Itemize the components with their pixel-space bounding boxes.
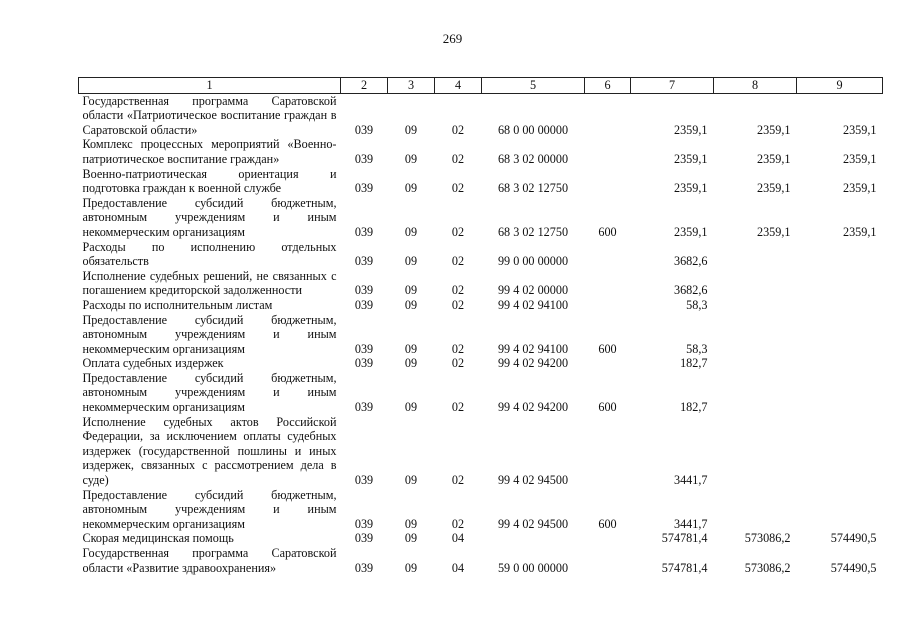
cell-expense-type xyxy=(585,415,631,488)
cell-amount-3 xyxy=(797,356,883,371)
cell-amount-2 xyxy=(714,356,797,371)
cell-section: 09 xyxy=(404,283,418,298)
table-row xyxy=(79,488,883,532)
cell-section: 09 xyxy=(404,224,418,239)
cell-amount-1: 2359,1 xyxy=(673,181,708,196)
cell-subsection: 02 xyxy=(451,297,465,312)
cell-expense-type xyxy=(585,167,631,196)
row-name: Скорая медицинская помощь xyxy=(82,531,234,546)
cell-amount-1: 2359,1 xyxy=(673,122,708,137)
cell-amount-1: 574781,4 xyxy=(661,531,708,546)
cell-ministry-code: 039 xyxy=(354,181,374,196)
header-cell: 8 xyxy=(714,78,797,94)
table-row xyxy=(79,93,883,137)
cell-subsection: 04 xyxy=(451,531,465,546)
cell-section: 09 xyxy=(404,181,418,196)
cell-section: 09 xyxy=(404,473,418,488)
cell-section: 09 xyxy=(404,151,418,166)
cell-expense-type: 600 xyxy=(598,224,617,239)
cell-target-article: 99 4 02 94200 xyxy=(497,356,569,371)
table-row xyxy=(79,240,883,269)
cell-ministry-code: 039 xyxy=(354,473,374,488)
cell-amount-3: 574490,5 xyxy=(830,560,877,575)
cell-ministry-code: 039 xyxy=(354,122,374,137)
table-row xyxy=(79,313,883,357)
cell-expense-type xyxy=(585,269,631,298)
header-row xyxy=(79,78,883,94)
cell-subsection: 02 xyxy=(451,516,465,531)
cell-target-article: 99 0 00 00000 xyxy=(497,254,569,269)
table-row xyxy=(79,415,883,488)
cell-subsection: 02 xyxy=(451,181,465,196)
cell-subsection: 04 xyxy=(451,560,465,575)
cell-amount-2: 573086,2 xyxy=(744,531,791,546)
cell-subsection: 02 xyxy=(451,224,465,239)
cell-target-article: 99 4 02 94200 xyxy=(497,400,569,415)
row-name: Военно-патриотическая ориентация и подготовка граждан к военной службе xyxy=(82,166,337,196)
row-name: Предоставление субсидий бюджетным, автономным учреждениям и иным некоммерческим организациям xyxy=(82,370,337,415)
cell-amount-2: 2359,1 xyxy=(756,181,791,196)
table-row xyxy=(79,546,883,575)
table-row xyxy=(79,196,883,240)
table-row xyxy=(79,531,883,546)
row-name: Расходы по исполнительным листам xyxy=(82,297,273,312)
row-name: Предоставление субсидий бюджетным, автономным учреждениям и иным некоммерческим организациям xyxy=(82,195,337,239)
cell-amount-2 xyxy=(714,269,797,298)
cell-amount-1: 58,3 xyxy=(686,341,708,356)
cell-expense-type xyxy=(585,531,631,546)
table-row xyxy=(79,298,883,313)
cell-amount-2 xyxy=(714,298,797,313)
cell-section: 09 xyxy=(404,516,418,531)
row-name: Государственная программа Саратовской области «Патриотическое воспитание граждан в Саратовской области» xyxy=(82,93,337,137)
cell-amount-1: 2359,1 xyxy=(673,151,708,166)
cell-expense-type xyxy=(585,356,631,371)
cell-ministry-code: 039 xyxy=(354,224,374,239)
cell-amount-2: 573086,2 xyxy=(744,560,791,575)
cell-amount-1: 58,3 xyxy=(686,297,708,312)
cell-amount-1: 2359,1 xyxy=(673,224,708,239)
cell-section: 09 xyxy=(404,254,418,269)
cell-target-article: 68 3 02 00000 xyxy=(497,151,569,166)
cell-amount-3: 2359,1 xyxy=(842,181,877,196)
header-cell: 3 xyxy=(388,78,435,94)
cell-section: 09 xyxy=(404,560,418,575)
cell-ministry-code: 039 xyxy=(354,341,374,356)
cell-expense-type xyxy=(585,137,631,166)
cell-amount-1: 3441,7 xyxy=(673,473,708,488)
cell-expense-type xyxy=(585,240,631,269)
header-cell: 4 xyxy=(435,78,482,94)
row-name: Предоставление субсидий бюджетным, автономным учреждениям и иным некоммерческим организациям xyxy=(82,312,337,356)
header-cell: 9 xyxy=(797,78,883,94)
cell-section: 09 xyxy=(404,531,418,546)
page-number: 269 xyxy=(442,31,463,46)
cell-ministry-code: 039 xyxy=(354,254,374,269)
cell-expense-type: 600 xyxy=(598,341,617,356)
row-name: Исполнение судебных решений, не связанных с погашением кредиторской задолженности xyxy=(82,268,337,298)
cell-target-article: 68 0 00 00000 xyxy=(497,122,569,137)
cell-expense-type: 600 xyxy=(598,400,617,415)
cell-ministry-code: 039 xyxy=(354,151,374,166)
row-name: Комплекс процессных мероприятий «Военно-патриотическое воспитание граждан» xyxy=(82,137,337,166)
cell-expense-type xyxy=(585,298,631,313)
row-name: Исполнение судебных актов Российской Федерации, за исключением оплаты судебных издержек (государственной пошлины и иных издержек, связанных с рассмотрением дела в суде) xyxy=(82,414,337,488)
cell-target-article: 99 4 02 94100 xyxy=(497,297,569,312)
cell-expense-type xyxy=(585,93,631,137)
cell-amount-3 xyxy=(797,371,883,415)
cell-amount-3 xyxy=(797,298,883,313)
cell-amount-1: 182,7 xyxy=(680,356,708,371)
cell-amount-2: 2359,1 xyxy=(756,224,791,239)
cell-amount-3 xyxy=(797,313,883,357)
cell-ministry-code: 039 xyxy=(354,531,374,546)
cell-amount-3: 2359,1 xyxy=(842,224,877,239)
row-name: Расходы по исполнению отдельных обязательств xyxy=(82,239,337,269)
cell-target-article: 99 4 02 00000 xyxy=(497,283,569,298)
cell-target-article: 99 4 02 94100 xyxy=(497,341,569,356)
cell-amount-3: 2359,1 xyxy=(842,122,877,137)
table-row xyxy=(79,167,883,196)
cell-amount-2: 2359,1 xyxy=(756,151,791,166)
cell-expense-type: 600 xyxy=(598,516,617,531)
cell-subsection: 02 xyxy=(451,400,465,415)
cell-amount-2 xyxy=(714,488,797,532)
cell-expense-type xyxy=(585,546,631,575)
table-row xyxy=(79,269,883,298)
cell-target-article: 59 0 00 00000 xyxy=(497,560,569,575)
cell-section: 09 xyxy=(404,400,418,415)
cell-amount-1: 574781,4 xyxy=(661,560,708,575)
row-name: Оплата судебных издержек xyxy=(82,356,224,371)
header-cell: 6 xyxy=(585,78,631,94)
cell-subsection: 02 xyxy=(451,122,465,137)
cell-ministry-code: 039 xyxy=(354,400,374,415)
header-cell: 1 xyxy=(79,78,341,94)
cell-subsection: 02 xyxy=(451,254,465,269)
table-row xyxy=(79,356,883,371)
cell-amount-2 xyxy=(714,313,797,357)
cell-amount-1: 3441,7 xyxy=(673,516,708,531)
budget-table xyxy=(78,77,883,575)
cell-target-article: 68 3 02 12750 xyxy=(497,181,569,196)
cell-section: 09 xyxy=(404,122,418,137)
cell-amount-3: 2359,1 xyxy=(842,151,877,166)
cell-amount-3 xyxy=(797,415,883,488)
cell-subsection: 02 xyxy=(451,151,465,166)
table-row xyxy=(79,371,883,415)
cell-target-article: 99 4 02 94500 xyxy=(497,473,569,488)
cell-subsection: 02 xyxy=(451,356,465,371)
cell-amount-2 xyxy=(714,371,797,415)
header-cell: 2 xyxy=(341,78,388,94)
cell-ministry-code: 039 xyxy=(354,356,374,371)
header-cell: 5 xyxy=(482,78,585,94)
cell-target-article: 68 3 02 12750 xyxy=(497,224,569,239)
cell-target-article: 99 4 02 94500 xyxy=(497,516,569,531)
cell-amount-2 xyxy=(714,415,797,488)
cell-ministry-code: 039 xyxy=(354,297,374,312)
row-name: Предоставление субсидий бюджетным, автономным учреждениям и иным некоммерческим организациям xyxy=(82,487,337,531)
row-name: Государственная программа Саратовской области «Развитие здравоохранения» xyxy=(82,546,337,575)
cell-amount-2: 2359,1 xyxy=(756,122,791,137)
cell-amount-3: 574490,5 xyxy=(830,531,877,546)
cell-amount-3 xyxy=(797,269,883,298)
cell-amount-1: 3682,6 xyxy=(673,283,708,298)
cell-target-article xyxy=(482,531,585,546)
table-row xyxy=(79,137,883,166)
header-cell: 7 xyxy=(631,78,714,94)
cell-ministry-code: 039 xyxy=(354,516,374,531)
cell-section: 09 xyxy=(404,341,418,356)
cell-subsection: 02 xyxy=(451,341,465,356)
cell-ministry-code: 039 xyxy=(354,560,374,575)
cell-amount-3 xyxy=(797,240,883,269)
cell-amount-3 xyxy=(797,488,883,532)
cell-amount-1: 3682,6 xyxy=(673,254,708,269)
cell-ministry-code: 039 xyxy=(354,283,374,298)
cell-subsection: 02 xyxy=(451,473,465,488)
cell-section: 09 xyxy=(404,356,418,371)
cell-section: 09 xyxy=(404,297,418,312)
cell-amount-2 xyxy=(714,240,797,269)
cell-subsection: 02 xyxy=(451,283,465,298)
cell-amount-1: 182,7 xyxy=(680,400,708,415)
